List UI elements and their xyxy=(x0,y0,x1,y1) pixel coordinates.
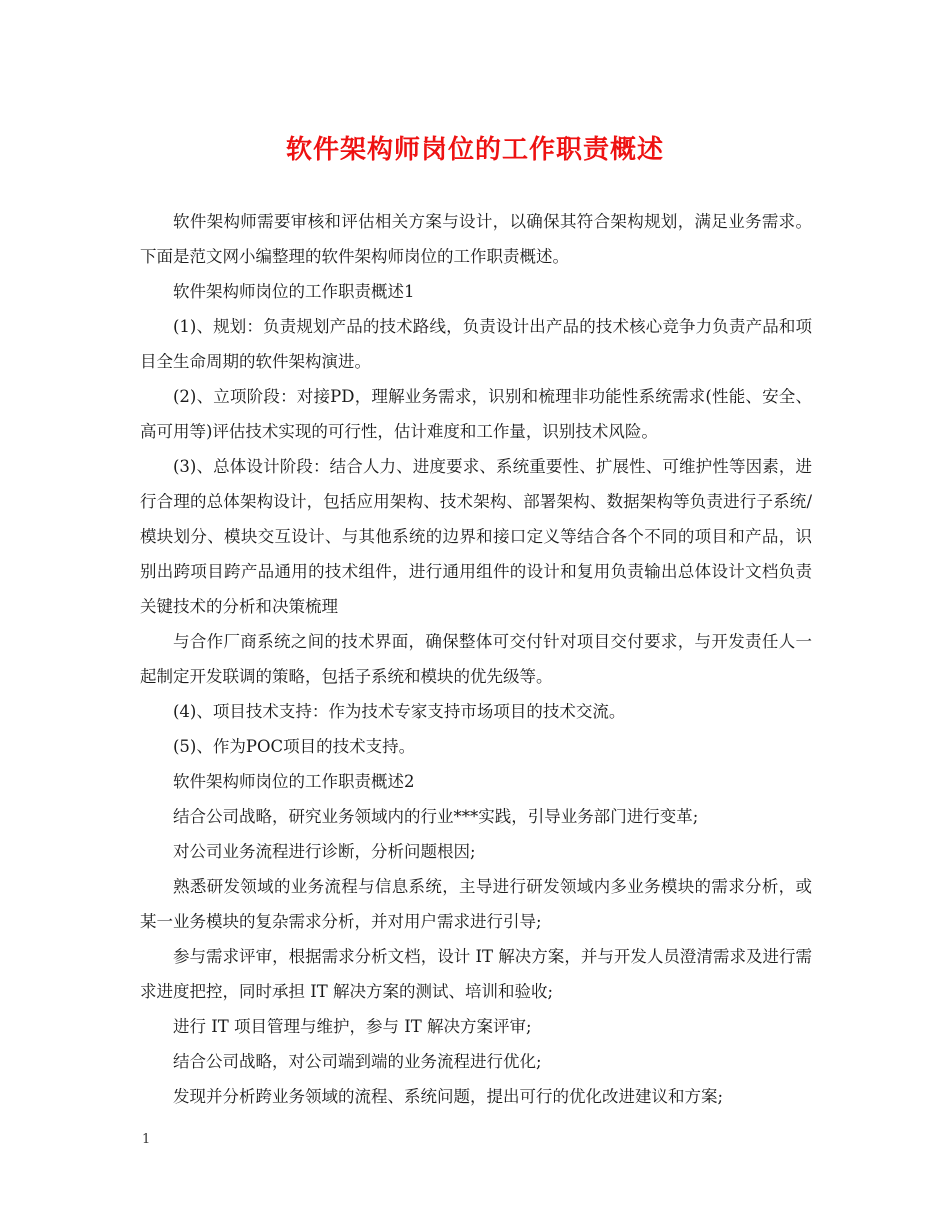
paragraph-item-3-cont: 与合作厂商系统之间的技术界面，确保整体可交付针对项目交付要求，与开发责任人一起制定开发联调的策略，包括子系统和模块的优先级等。 xyxy=(140,632,812,686)
paragraph-duty-2: 对公司业务流程进行诊断，分析问题根因; xyxy=(173,842,476,861)
paragraph-duty-1: 结合公司战略，研究业务领域内的行业***实践，引导业务部门进行变革; xyxy=(173,807,699,826)
paragraph-item-5: (5)、作为POC项目的技术支持。 xyxy=(173,737,416,756)
page-number: 1 xyxy=(142,1132,151,1147)
section-heading-1: 软件架构师岗位的工作职责概述1 xyxy=(173,282,415,301)
paragraph-intro: 软件架构师需要审核和评估相关方案与设计，以确保其符合架构规划，满足业务需求。下面是范文网小编整理的软件架构师岗位的工作职责概述。 xyxy=(140,212,812,266)
section-heading-2: 软件架构师岗位的工作职责概述2 xyxy=(173,772,415,791)
paragraph-duty-6: 结合公司战略，对公司端到端的业务流程进行优化; xyxy=(173,1052,542,1071)
paragraph-duty-7: 发现并分析跨业务领域的流程、系统问题，提出可行的优化改进建议和方案; xyxy=(173,1087,724,1106)
paragraph-item-1: (1)、规划：负责规划产品的技术路线，负责设计出产品的技术核心竞争力负责产品和项目全生命周期的软件架构演进。 xyxy=(140,317,812,371)
paragraph-duty-5: 进行 IT 项目管理与维护，参与 IT 解决方案评审; xyxy=(173,1017,532,1036)
document-body xyxy=(140,204,812,1114)
paragraph-duty-4: 参与需求评审，根据需求分析文档，设计 IT 解决方案，并与开发人员澄清需求及进行需求进度把控，同时承担 IT 解决方案的测试、培训和验收; xyxy=(140,947,812,1001)
paragraph-item-4: (4)、项目技术支持：作为技术专家支持市场项目的技术交流。 xyxy=(173,702,626,721)
paragraph-duty-3: 熟悉研发领域的业务流程与信息系统，主导进行研发领域内多业务模块的需求分析，或某一业务模块的复杂需求分析，并对用户需求进行引导; xyxy=(140,877,812,931)
document-title: 软件架构师岗位的工作职责概述 xyxy=(285,135,664,165)
paragraph-item-3: (3)、总体设计阶段：结合人力、进度要求、系统重要性、扩展性、可维护性等因素，进行合理的总体架构设计，包括应用架构、技术架构、部署架构、数据架构等负责进行子系统/模块划分、模块交互设计、与其他系统的边界和接口定义等结合各个不同的项目和产品，识别出跨项目跨产品通用的技术组件，进行通用组件的设计和复用负责输出总体设计文档负责关键技术的分析和决策梳理 xyxy=(140,457,812,616)
paragraph-item-2: (2)、立项阶段：对接PD，理解业务需求，识别和梳理非功能性系统需求(性能、安全、高可用等)评估技术实现的可行性，估计难度和工作量，识别技术风险。 xyxy=(140,387,812,441)
